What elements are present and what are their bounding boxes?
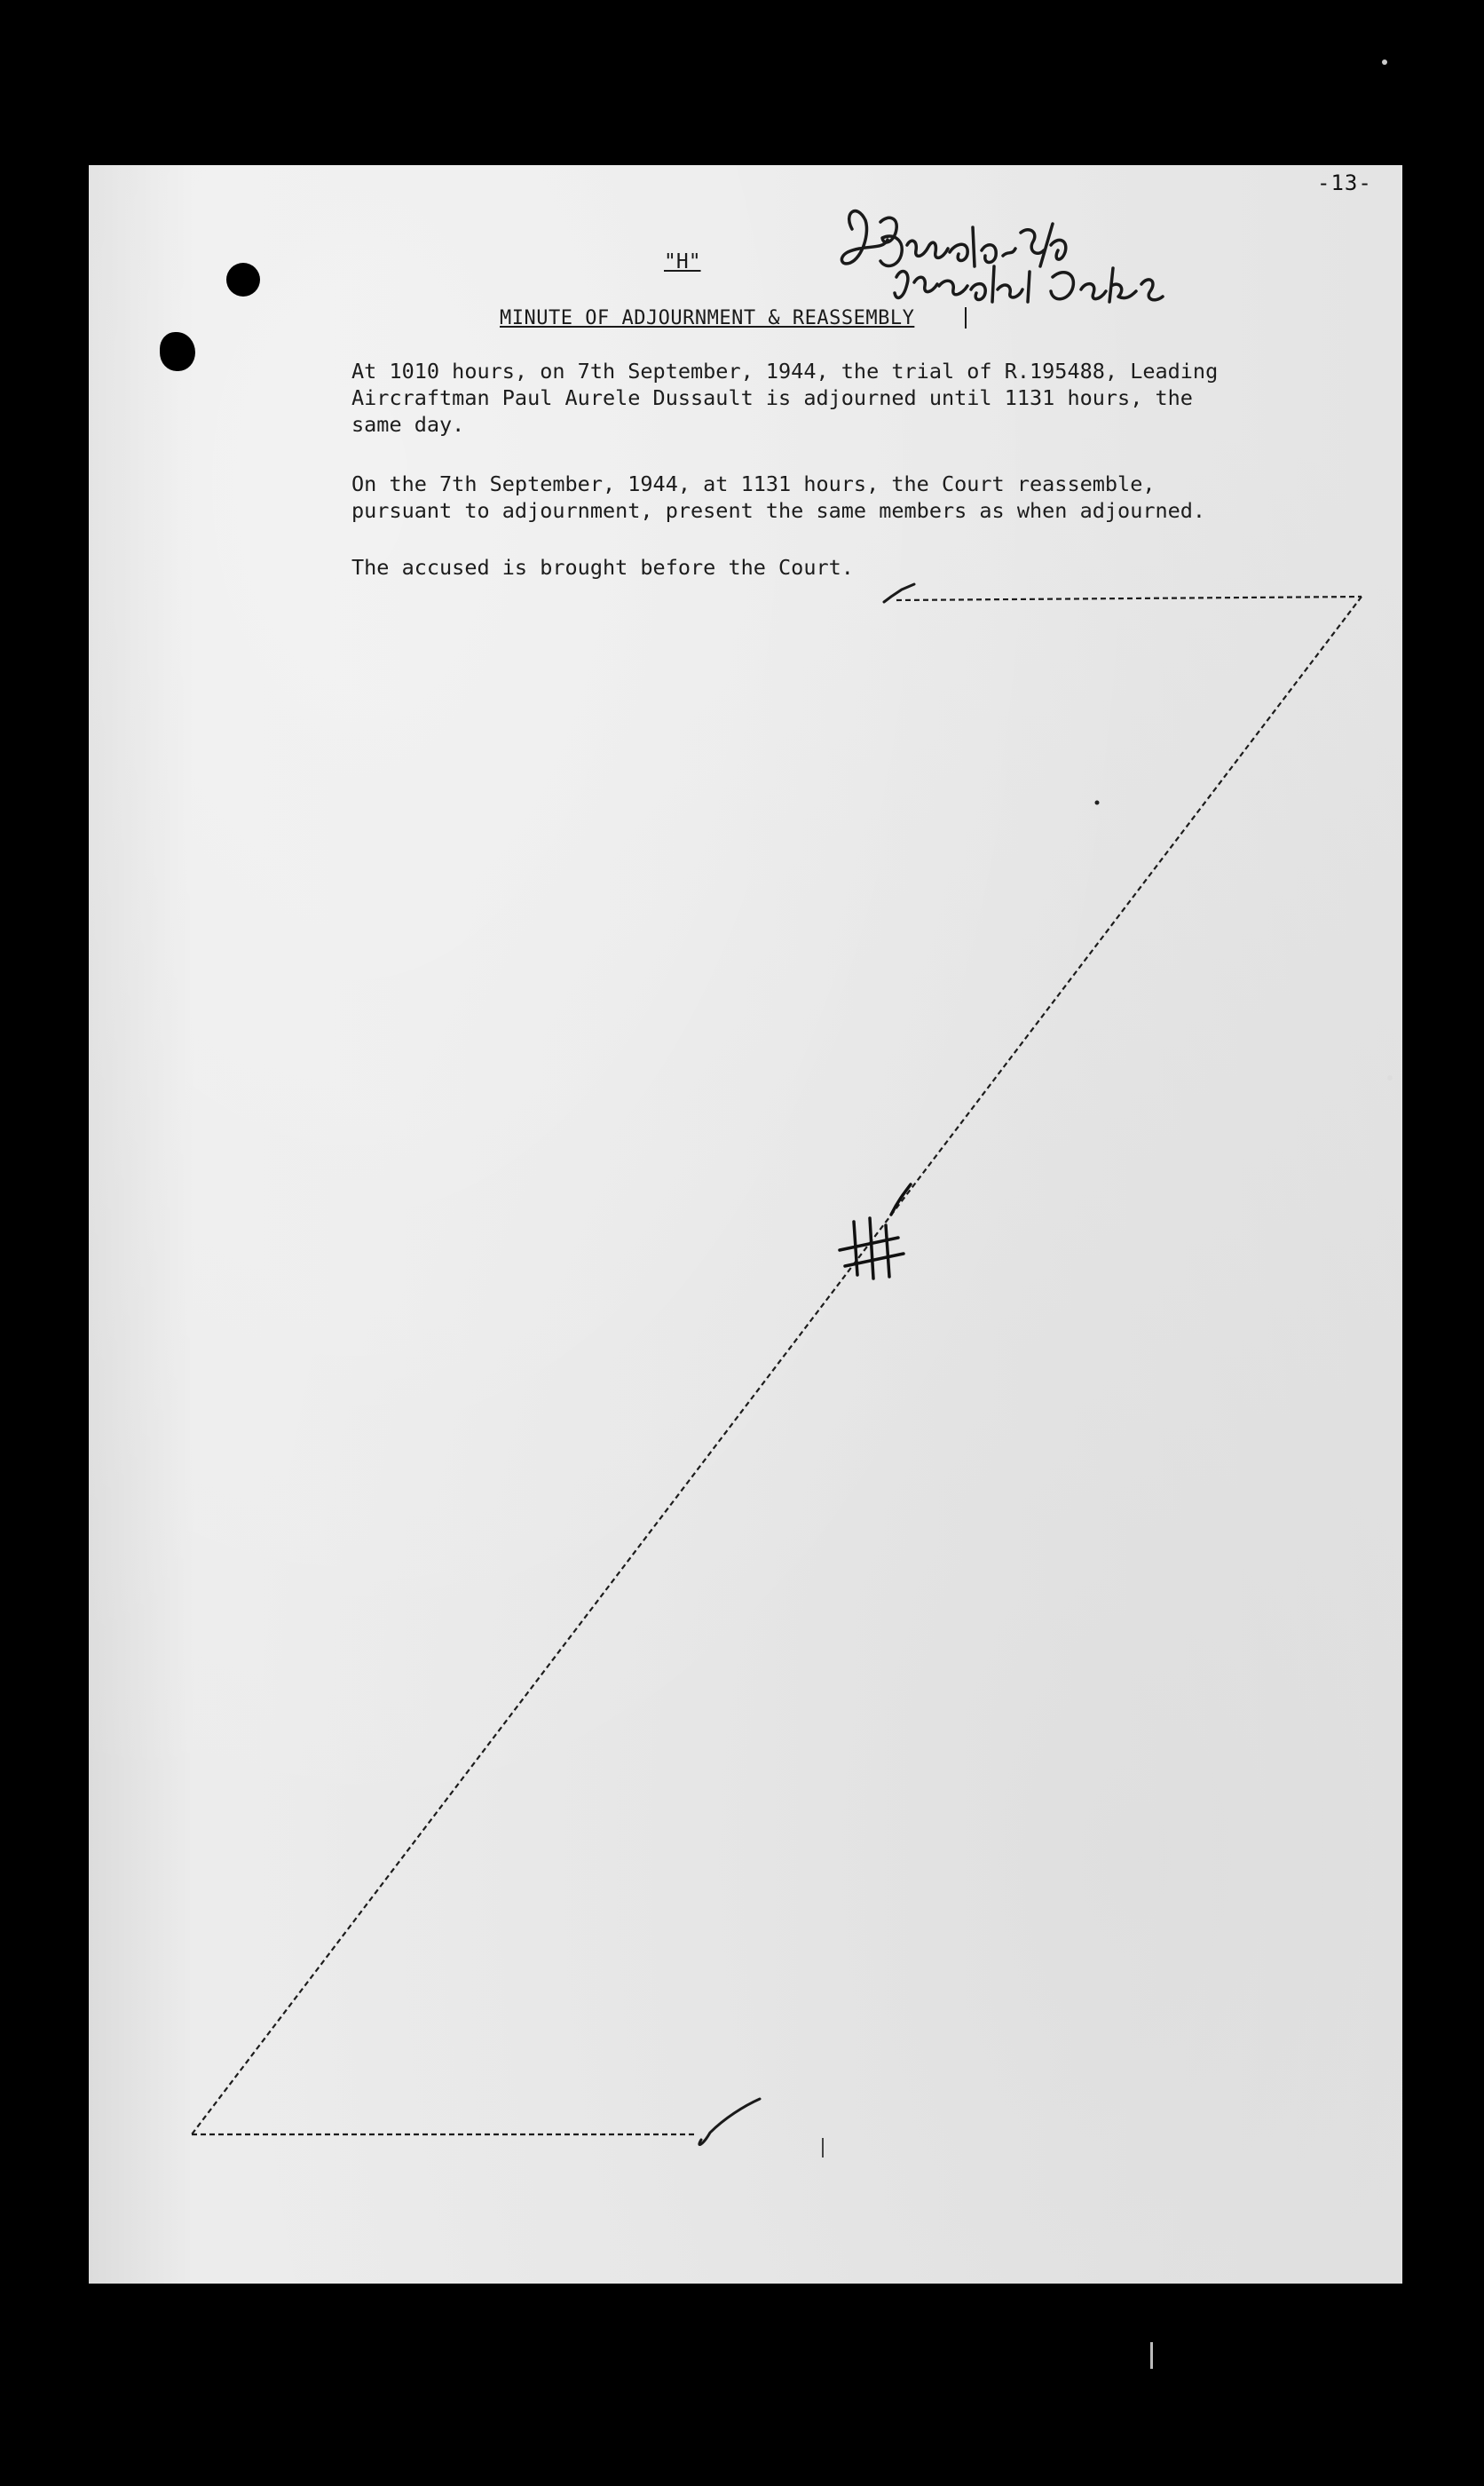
text-line: pursuant to adjournment, present the same members as when adjourned. <box>351 498 1206 523</box>
punch-hole <box>226 263 260 297</box>
text-line: On the 7th September, 1944, at 1131 hours, the Court reassemble, <box>351 471 1156 496</box>
text-line: At 1010 hours, on 7th September, 1944, the trial of R.195488, Leading <box>351 359 1219 384</box>
paragraph-adjournment <box>351 358 1310 438</box>
page-number: -13- <box>1317 170 1372 195</box>
text-line: The accused is brought before the Court. <box>351 555 854 580</box>
section-letter: "H" <box>664 250 701 273</box>
paragraph-accused <box>351 554 1310 581</box>
punch-hole <box>160 332 195 371</box>
text-line: same day. <box>351 412 465 437</box>
paragraph-reassembly <box>351 471 1310 524</box>
speck <box>1150 2342 1153 2369</box>
speck <box>1382 59 1387 65</box>
text-line: Aircraftman Paul Aurele Dussault is adjourned until 1131 hours, the <box>351 385 1193 410</box>
document-title: MINUTE OF ADJOURNMENT & REASSEMBLY <box>500 307 915 329</box>
